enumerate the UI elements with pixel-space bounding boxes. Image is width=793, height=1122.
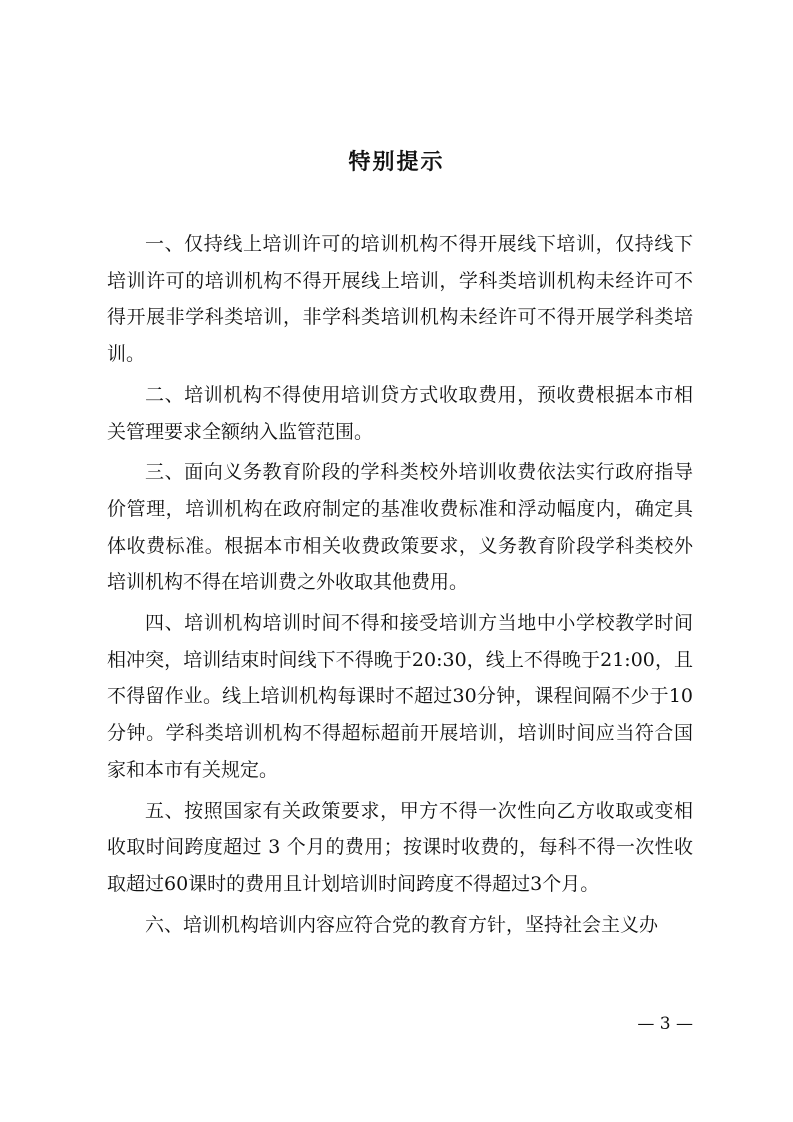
paragraph-3: 三、面向义务教育阶段的学科类校外培训收费依法实行政府指导价管理，培训机构在政府制定的基准收费标准和浮动幅度内，确定具体收费标准。根据本市相关收费政策要求，义务教育阶段学科类校外培训机构不得在培训费之外收取其他费用。 [107,461,693,594]
paragraph-1: 一、仅持线上培训许可的培训机构不得开展线下培训，仅持线下培训许可的培训机构不得开展线上培训，学科类培训机构未经许可不得开展非学科类培训，非学科类培训机构未经许可不得开展学科类培训。 [107,233,693,366]
page-number: — 3 — [637,1014,693,1034]
paragraph-6: 六、培训机构培训内容应符合党的教育方针，坚持社会主义办 [145,913,659,936]
paragraph-4: 四、培训机构培训时间不得和接受培训方当地中小学校教学时间相冲突，培训结束时间线下不得晚于20:30，线上不得晚于21:00，且不得留作业。线上培训机构每课时不超过30分钟，课程间隔不少于10分钟。学科类培训机构不得超标超前开展培训，培训时间应当符合国家和本市有关规定。 [107,612,693,781]
document-body [107,226,693,947]
paragraph-2: 二、培训机构不得使用培训贷方式收取费用，预收费根据本市相关管理要求全额纳入监管范围。 [107,383,693,443]
page-title: 特别提示 [348,150,445,175]
paragraph-5: 五、按照国家有关政策要求，甲方不得一次性向乙方收取或变相收取时间跨度超过 3 个月的费用；按课时收费的，每科不得一次性收取超过60课时的费用且计划培训时间跨度不得超过3个月。 [107,799,693,895]
